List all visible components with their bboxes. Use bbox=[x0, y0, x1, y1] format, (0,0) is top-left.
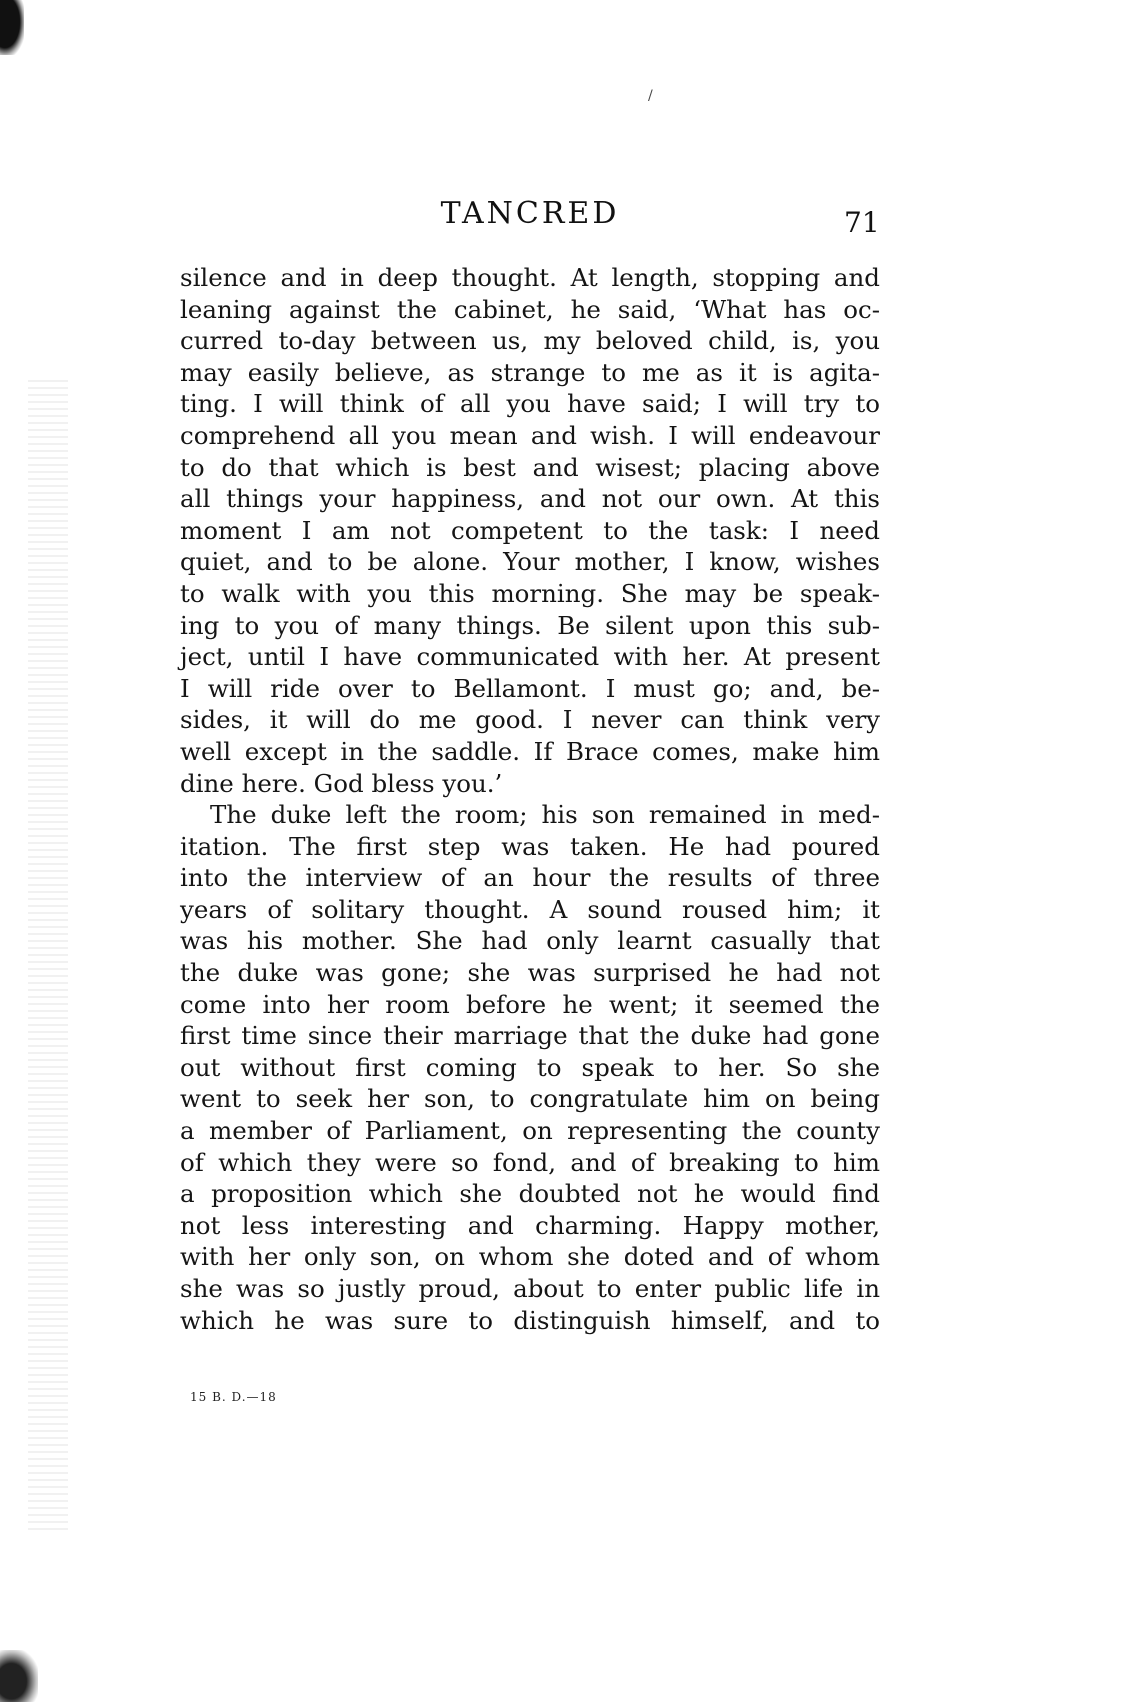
text-line: itation. The first step was taken. He had poured bbox=[180, 831, 880, 861]
scan-edge-shadow-top bbox=[0, 0, 24, 55]
text-line: first time since their marriage that the duke had gone bbox=[180, 1021, 880, 1051]
body-text bbox=[180, 262, 880, 1336]
paragraph bbox=[180, 262, 880, 799]
text-line: all things your happiness, and not our own. At this bbox=[180, 484, 880, 514]
text-line: silence and in deep thought. At length, stopping and bbox=[180, 263, 880, 292]
text-line: quiet, and to be alone. Your mother, I know, wishes bbox=[180, 547, 880, 577]
text-line: moment I am not competent to the task: I need bbox=[180, 515, 880, 545]
text-line: I will ride over to Bellamont. I must go; and, be- bbox=[180, 673, 880, 703]
text-line: of which they were so fond, and of breaking to him bbox=[180, 1147, 880, 1177]
text-line: dine here. God bless you.’ bbox=[180, 768, 503, 798]
text-line: which he was sure to distinguish himself, and to bbox=[180, 1305, 880, 1335]
page-number: 71 bbox=[844, 206, 880, 239]
text-line: was his mother. She had only learnt casually that bbox=[180, 926, 880, 956]
text-line: ting. I will think of all you have said; I will try to bbox=[180, 389, 880, 419]
text-line: curred to-day between us, my beloved child, is, you bbox=[180, 326, 880, 356]
printer-signature: 15 B. D.—18 bbox=[190, 1390, 277, 1404]
text-line: well except in the saddle. If Brace comes, make him bbox=[180, 736, 880, 766]
text-line: the duke was gone; she was surprised he had not bbox=[180, 958, 880, 988]
text-line: went to seek her son, to congratulate him on being bbox=[180, 1084, 880, 1114]
running-head: TANCRED bbox=[440, 196, 620, 231]
text-line: sides, it will do me good. I never can think very bbox=[180, 705, 880, 735]
text-line: she was so justly proud, about to enter public life in bbox=[180, 1274, 880, 1303]
text-line: come into her room before he went; it seemed the bbox=[180, 989, 880, 1019]
text-line: a proposition which she doubted not he would find bbox=[180, 1179, 880, 1209]
stray-mark: / bbox=[648, 88, 653, 104]
text-line: leaning against the cabinet, he said, ‘What has oc- bbox=[180, 294, 880, 324]
text-line: not less interesting and charming. Happy mother, bbox=[180, 1210, 880, 1240]
text-line: ing to you of many things. Be silent upon this sub- bbox=[180, 610, 880, 640]
text-line: into the interview of an hour the results of three bbox=[180, 863, 880, 893]
text-line: The duke left the room; his son remained in med- bbox=[210, 800, 880, 830]
text-line: to walk with you this morning. She may be speak- bbox=[180, 578, 880, 608]
text-line: ject, until I have communicated with her. At present bbox=[180, 642, 880, 672]
scan-edge-shadow-bottom bbox=[0, 1650, 38, 1702]
text-line: out without first coming to speak to her. So she bbox=[180, 1052, 880, 1082]
text-line: a member of Parliament, on representing the county bbox=[180, 1116, 880, 1146]
paragraph bbox=[180, 799, 880, 1336]
text-line: may easily believe, as strange to me as it is agita- bbox=[180, 357, 880, 387]
binding-gutter-texture bbox=[28, 380, 68, 1530]
text-line: to do that which is best and wisest; placing above bbox=[180, 452, 880, 482]
text-line: with her only son, on whom she doted and of whom bbox=[180, 1242, 880, 1272]
text-line: years of solitary thought. A sound roused him; it bbox=[180, 894, 880, 924]
text-line: comprehend all you mean and wish. I will endeavour bbox=[180, 420, 880, 450]
